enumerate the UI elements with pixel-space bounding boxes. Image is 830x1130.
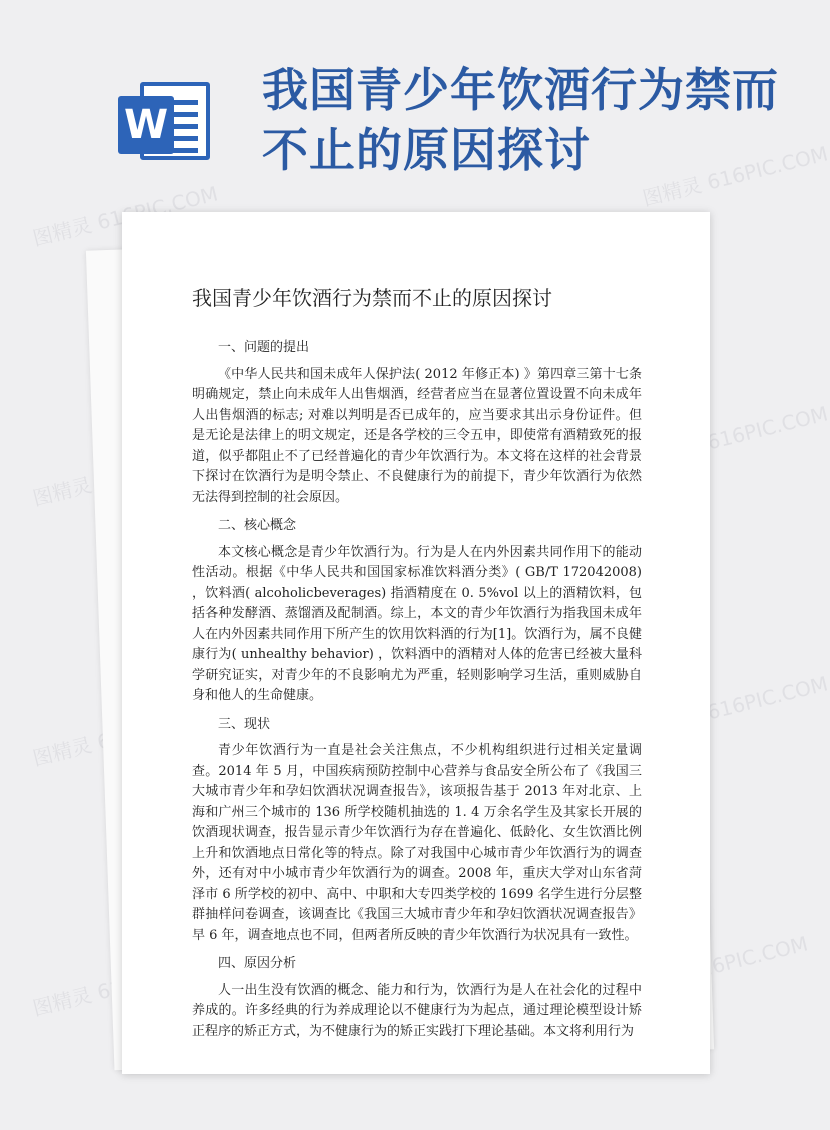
word-document-icon xyxy=(118,76,214,162)
document-title: 我国青少年饮酒行为禁而不止的原因探讨 xyxy=(192,286,552,310)
section-paragraph: 青少年饮酒行为一直是社会关注焦点，不少机构组织进行过相关定量调查。2014 年 5 月，中国疾病预防控制中心营养与食品安全所公布了《我国三大城市青少年和孕妇饮酒状况调查报告》，该项报告基于 2013 年对北京、上海和广州三个城市的 136 所学校随机抽选的 1. 4 万余名学生及其家长开展的饮酒现状调查，报告显示青少年饮酒行为存在普遍化、低龄化、女生饮酒比例上升和饮酒地点日常化等的特点。除了对我国中心城市青少年饮酒行为的调查外，还有对中小城市青少年饮酒行为的调查。2008 年，重庆大学对山东省菏泽市 6 所学校的初中、高中、中职和大专四类学校的 1699 名学生进行分层整群抽样问卷调查，该调查比《我国三大城市青少年和孕妇饮酒状况调查报告》早 6 年，调查地点也不同，但两者所反映的青少年饮酒行为状况具有一致性。 xyxy=(192,743,642,943)
watermark: 图精灵 616PIC.COM xyxy=(640,141,830,211)
document-body xyxy=(192,330,642,1046)
header xyxy=(0,0,800,200)
section-heading: 二、核心概念 xyxy=(218,518,297,533)
section-paragraph: 《中华人民共和国未成年人保护法( 2012 年修正本) 》第四章三第十七条明确规定，禁止向未成年人出售烟酒，经营者应当在显著位置设置不向未成年人出售烟酒的标志; 对难以判明是否已成年的，应当要求其出示身份证件。但是无论是法律上的明文规定，还是各学校的三令五申，即使常有酒精致死的报道，似乎都阻止不了已经普遍化的青少年饮酒行为。本文将在这样的社会背景下探讨在饮酒行为是明令禁止、不良健康行为的前提下，青少年饮酒行为依然无法得到控制的社会原因。 xyxy=(192,366,642,505)
section-heading: 三、现状 xyxy=(218,716,271,732)
page-title: 我国青少年饮酒行为禁而不止的原因探讨 xyxy=(262,63,779,177)
word-badge-icon: W xyxy=(118,96,174,154)
section-cause-analysis xyxy=(192,954,642,1042)
document-page xyxy=(122,212,710,1074)
section-core-concept xyxy=(192,516,642,707)
section-paragraph: 人一出生没有饮酒的概念、能力和行为，饮酒行为是人在社会化的过程中养成的。许多经典的行为养成理论以不健康行为为起点，通过理论模型设计矫正程序的矫正方式，为不健康行为的矫正实践打下理论基础。本文将利用行为 xyxy=(192,982,642,1039)
watermark: 图精灵 616PIC.COM xyxy=(640,401,830,471)
section-heading: 一、问题的提出 xyxy=(218,340,310,355)
watermark: 图精灵 xyxy=(30,472,95,511)
watermark: 图精灵 616PIC.COM xyxy=(30,181,221,251)
section-heading: 四、原因分析 xyxy=(218,956,297,971)
watermark: 图精灵 616PIC.COM xyxy=(640,671,830,741)
section-problem xyxy=(192,338,642,508)
watermark: 图精灵 xyxy=(30,732,95,771)
section-status xyxy=(192,715,642,947)
watermark: 图精灵 616PIC.COM xyxy=(620,931,811,1001)
watermark: 图精灵 xyxy=(30,982,95,1021)
section-paragraph: 本文核心概念是青少年饮酒行为。行为是人在内外因素共同作用下的能动性活动。根据《中华人民共和国国家标准饮料酒分类》( GB/T 172042008) ，饮料酒( alcoholicbeverages) 指酒精度在 0. 5%vol 以上的酒精饮料，包括各种发酵酒、蒸馏酒及配制酒。综上，本文的青少年饮酒行为指我国未成年人在内外因素共同作用下所产生的饮用饮料酒的行为[1]。饮酒行为，属不良健康行为( unhealthy behavior) ，饮料酒中的酒精对人体的危害已经被大量科学研究证实，对青少年的不良影响尤为严重，轻则影响学习生活，重则威胁自身和他人的生命健康。 xyxy=(192,544,642,703)
